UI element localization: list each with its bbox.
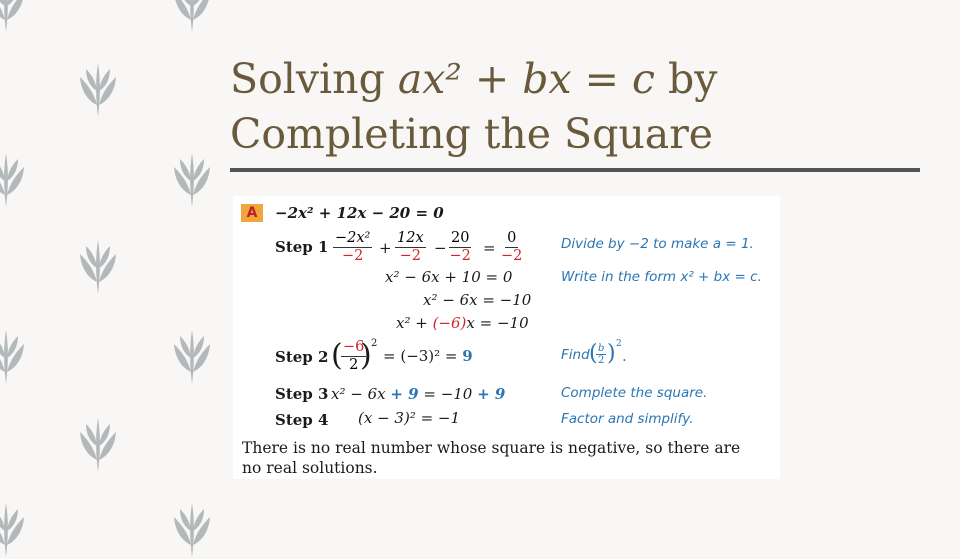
step1-note: Divide by −2 to make a = 1.	[561, 236, 754, 252]
step3-label: Step 3	[275, 385, 329, 403]
step2-fraction: $\frac{-6}{2}$	[343, 339, 365, 373]
leaf-decoration-icon	[78, 55, 118, 119]
line3-equation: x² − 6x = −10	[423, 291, 532, 309]
step2-note-fraction: $\frac{b}{2}$	[598, 343, 605, 366]
step1-fraction-1: $\frac{\text{−2x²}}{-2}$	[335, 230, 371, 264]
line2-equation: x² − 6x + 10 = 0	[385, 268, 513, 286]
example-badge: A	[241, 204, 263, 222]
leaf-decoration-icon	[172, 145, 212, 209]
leaf-decoration-icon	[0, 322, 26, 386]
step2-note: Find	[561, 347, 590, 363]
step1-fraction-2: $\frac{12x}{-2}$	[397, 230, 424, 264]
example-panel	[233, 196, 780, 479]
step2-note-paren: (	[589, 341, 598, 366]
leaf-decoration-icon	[78, 232, 118, 296]
step4-equation: (x − 3)² = −1	[358, 409, 461, 427]
step2-paren-open: (	[331, 338, 343, 373]
step4-note: Factor and simplify.	[561, 411, 694, 427]
step3-note: Complete the square.	[561, 385, 708, 401]
line2-note: Write in the form x² + bx = c.	[561, 269, 762, 285]
line4-equation: x² + (−6)x = −10	[396, 314, 529, 332]
conclusion-text: There is no real number whose square is negative, so there are no real solutions.	[242, 439, 741, 477]
leaf-decoration-icon	[0, 145, 26, 209]
step2-result: = (−3)² = 9	[383, 347, 473, 365]
step2-note-period: .	[622, 347, 627, 365]
leaf-decoration-icon	[172, 322, 212, 386]
slide-title	[230, 52, 930, 162]
leaf-decoration-icon	[0, 0, 26, 34]
step4-label: Step 4	[275, 411, 329, 429]
leaf-decoration-icon	[0, 495, 26, 559]
step1-op-3: =	[483, 239, 496, 257]
title-line2: Completing the Square	[230, 110, 714, 158]
title-divider	[230, 168, 920, 172]
step2-exponent: 2	[371, 338, 378, 349]
step2-label: Step 2	[275, 348, 329, 366]
step1-fraction-4: $\frac{0}{-2}$	[501, 230, 523, 264]
title-mid: by	[655, 55, 718, 103]
leaf-decoration-icon	[172, 495, 212, 559]
title-math: ax² + bx = c	[397, 55, 656, 103]
step2-paren-close: )	[360, 338, 372, 373]
example-equation: −2x² + 12x − 20 = 0	[275, 204, 444, 222]
leaf-decoration-icon	[78, 410, 118, 474]
title-lead: Solving	[230, 55, 398, 103]
step1-op-2: −	[434, 239, 447, 257]
step1-fraction-3: $\frac{20}{-2}$	[449, 230, 471, 264]
step1-label: Step 1	[275, 238, 329, 256]
step3-equation: x² − 6x + 9 = −10 + 9	[331, 385, 506, 403]
leaf-decoration-icon	[172, 0, 212, 34]
step1-op-1: +	[379, 239, 392, 257]
step2-note-exponent: 2	[616, 339, 622, 349]
step2-note-paren-close: )	[607, 341, 616, 366]
